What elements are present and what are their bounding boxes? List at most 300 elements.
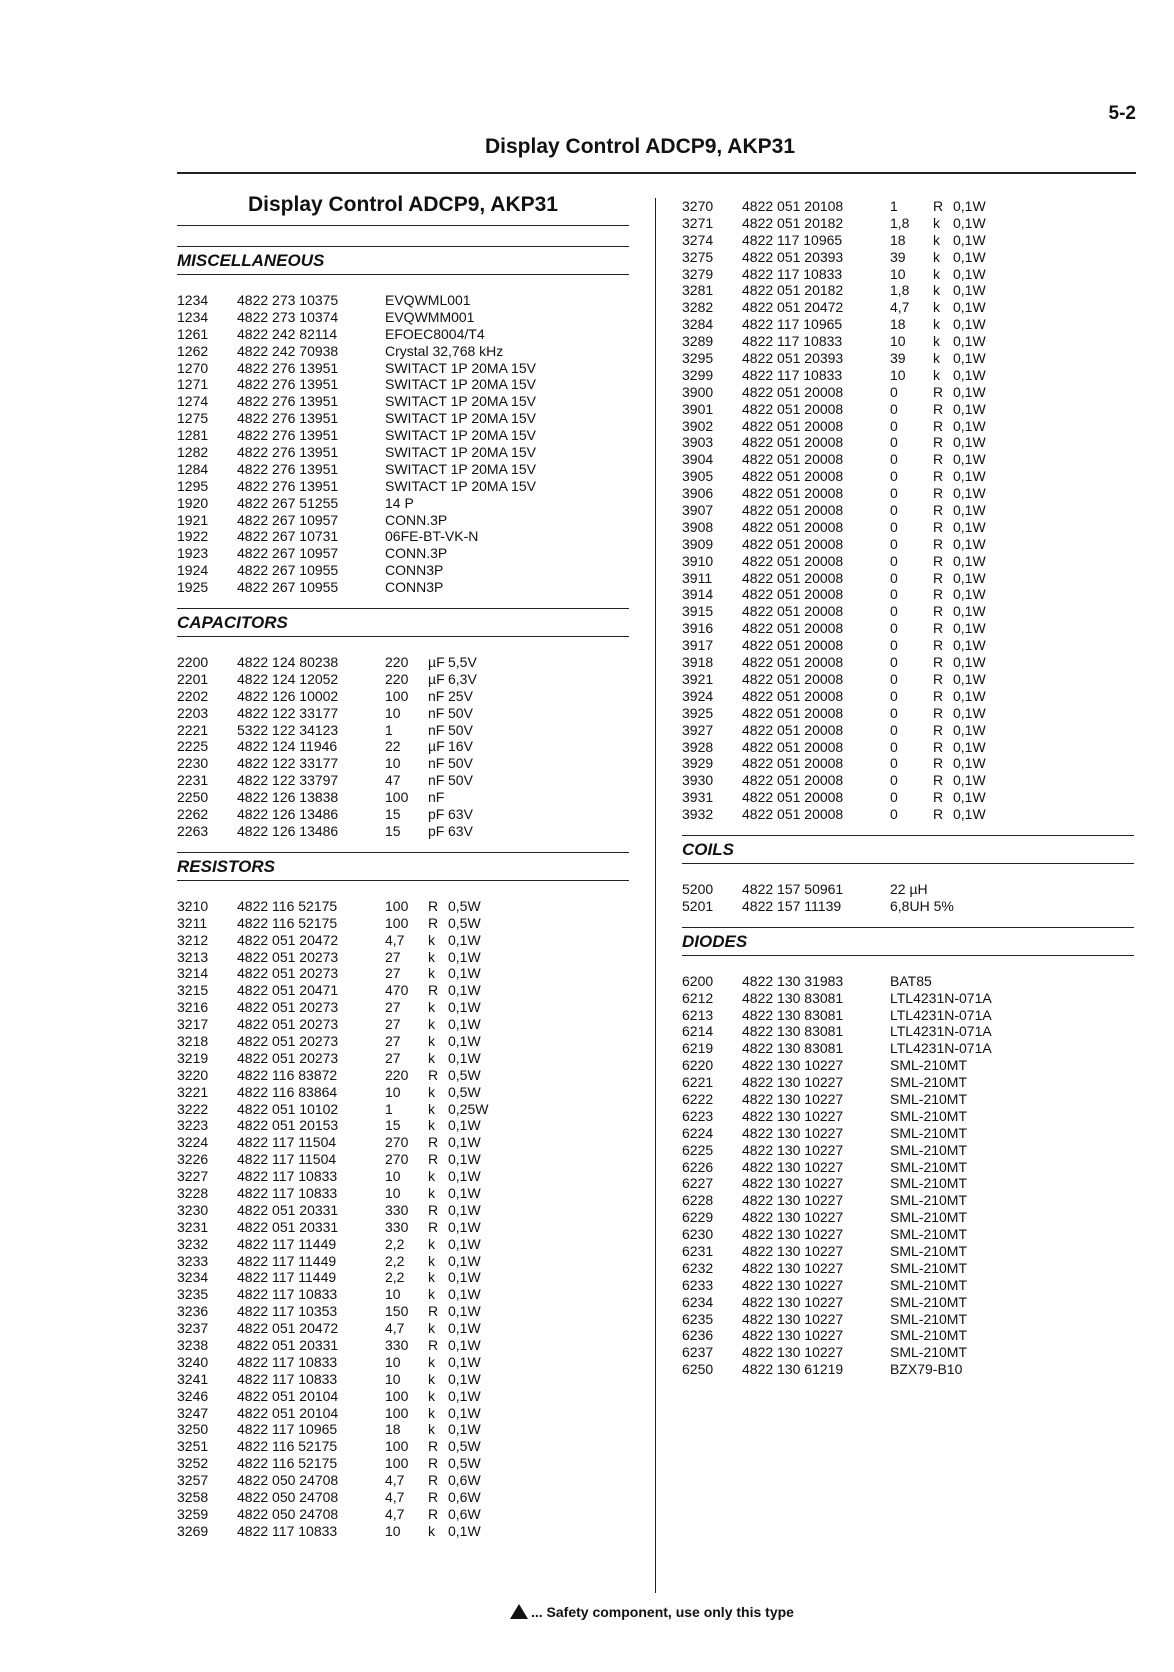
component-unit: k [428, 1016, 435, 1033]
parts-row [177, 309, 629, 326]
component-value: 100 [385, 1404, 409, 1421]
part-number: 4822 130 61219 [742, 1361, 844, 1378]
parts-row [177, 1185, 629, 1202]
part-number: 4822 051 20008 [742, 468, 844, 485]
component-unit: R [933, 569, 944, 586]
component-rating: 0,1W [953, 282, 986, 299]
part-number: 4822 122 33177 [237, 704, 339, 721]
part-number: 4822 267 10731 [237, 528, 339, 545]
component-description: 14 P [385, 494, 414, 511]
warning-triangle-icon [510, 1604, 528, 1619]
position-number: 2201 [177, 670, 209, 687]
position-number: 1274 [177, 393, 209, 410]
component-unit: R [933, 518, 944, 535]
part-number: 4822 130 10227 [742, 1107, 844, 1124]
component-description: SML-210MT [890, 1276, 968, 1293]
component-description: BZX79-B10 [890, 1361, 963, 1378]
parts-row [682, 232, 1134, 249]
component-rating: 0,1W [953, 772, 986, 789]
part-number: 4822 051 20008 [742, 755, 844, 772]
component-rating: 63V [448, 806, 473, 823]
component-description: LTL4231N-071A [890, 1006, 992, 1023]
parts-row [682, 1327, 1134, 1344]
parts-row [682, 1361, 1134, 1378]
column-title: Display Control ADCP9, AKP31 [177, 188, 629, 226]
component-rating: 0,1W [953, 654, 986, 671]
component-description: EVQWMM001 [385, 308, 475, 325]
component-value: 10 [385, 1168, 401, 1185]
parts-row [682, 1125, 1134, 1142]
component-value: 4,7 [385, 931, 405, 948]
position-number: 3230 [177, 1201, 209, 1218]
component-value: 15 [385, 822, 401, 839]
component-value: 270 [385, 1134, 409, 1151]
part-number: 4822 130 10227 [742, 1259, 844, 1276]
part-number: 4822 157 50961 [742, 880, 844, 897]
position-number: 6214 [682, 1023, 714, 1040]
part-number: 4822 242 82114 [237, 325, 338, 342]
component-value: 0 [890, 654, 898, 671]
position-number: 6229 [682, 1209, 714, 1226]
parts-row [177, 1320, 629, 1337]
right-sections [682, 198, 1134, 1378]
parts-row [177, 915, 629, 932]
component-description: Crystal 32,768 kHz [385, 342, 504, 359]
component-rating: 0,1W [448, 931, 481, 948]
position-number: 3915 [682, 603, 714, 620]
component-unit: k [428, 1235, 435, 1252]
component-unit: k [428, 1522, 435, 1539]
part-number: 4822 157 11139 [742, 897, 842, 914]
position-number: 3216 [177, 999, 209, 1016]
position-number: 2203 [177, 704, 209, 721]
parts-row [177, 512, 629, 529]
component-rating: 0,1W [953, 231, 986, 248]
component-value: 150 [385, 1303, 409, 1320]
component-rating: 5,5V [448, 654, 477, 671]
component-rating: 0,1W [953, 721, 986, 738]
component-description: LTL4231N-071A [890, 989, 992, 1006]
component-value: 18 [385, 1421, 401, 1438]
part-number: 4822 051 20472 [237, 931, 339, 948]
parts-row [177, 789, 629, 806]
parts-row [177, 326, 629, 343]
component-rating: 0,1W [448, 1286, 481, 1303]
component-value: 10 [890, 265, 906, 282]
parts-row [177, 292, 629, 309]
part-number: 4822 130 10227 [742, 1090, 844, 1107]
part-number: 4822 130 10227 [742, 1293, 844, 1310]
parts-row [177, 1236, 629, 1253]
component-value: 27 [385, 948, 401, 965]
component-value: 270 [385, 1151, 409, 1168]
parts-row [682, 671, 1134, 688]
position-number: 3924 [682, 687, 714, 704]
parts-row [682, 637, 1134, 654]
position-number: 3223 [177, 1117, 209, 1134]
component-unit: k [428, 1083, 435, 1100]
part-number: 4822 124 80238 [237, 654, 339, 671]
part-number: 4822 117 11449 [237, 1235, 337, 1252]
part-number: 4822 130 10227 [742, 1141, 844, 1158]
component-description: SML-210MT [890, 1310, 968, 1327]
position-number: 3240 [177, 1353, 209, 1370]
component-unit: k [428, 1252, 435, 1269]
component-value: 10 [385, 704, 401, 721]
parts-row [682, 553, 1134, 570]
section-heading: DIODES [682, 927, 1134, 956]
position-number: 3241 [177, 1370, 209, 1387]
component-unit: k [933, 333, 940, 350]
parts-row [682, 688, 1134, 705]
component-rating: 0,1W [448, 1252, 481, 1269]
parts-row [682, 451, 1134, 468]
part-number: 4822 051 20008 [742, 586, 844, 603]
component-value: 10 [385, 1286, 401, 1303]
position-number: 3233 [177, 1252, 209, 1269]
part-number: 4822 051 20393 [742, 350, 844, 367]
component-unit: k [933, 214, 940, 231]
component-rating: 0,6W [448, 1489, 481, 1505]
component-unit: k [428, 1421, 435, 1438]
component-rating: 0,1W [953, 400, 986, 417]
component-rating: 0,1W [448, 999, 481, 1016]
position-number: 3211 [177, 914, 208, 931]
parts-section [177, 852, 629, 1540]
component-value: 10 [385, 1083, 401, 1100]
position-number: 3215 [177, 982, 209, 999]
position-number: 3271 [682, 214, 714, 231]
footer-text: ... Safety component, use only this type [531, 1604, 794, 1620]
position-number: 3217 [177, 1016, 209, 1033]
component-rating: 0,1W [953, 789, 986, 806]
part-number: 4822 130 83081 [742, 1006, 844, 1023]
column-divider [655, 198, 656, 1593]
page-number: 5-2 [1108, 103, 1136, 124]
footer-note [510, 1604, 794, 1620]
position-number: 3902 [682, 417, 714, 434]
component-value: 0 [890, 620, 898, 637]
parts-row [682, 973, 1134, 990]
component-value: 0 [890, 687, 898, 704]
part-number: 4822 117 10833 [742, 265, 843, 282]
parts-row [177, 949, 629, 966]
component-unit: pF [428, 822, 445, 839]
parts-row [682, 215, 1134, 232]
component-value: 100 [385, 1387, 409, 1404]
component-value: 15 [385, 806, 401, 823]
component-rating: 0,1W [953, 383, 986, 400]
component-unit: R [428, 1066, 439, 1083]
parts-row [682, 316, 1134, 333]
parts-row [177, 1489, 629, 1506]
component-value: 10 [385, 1353, 401, 1370]
parts-row [682, 1344, 1134, 1361]
component-rating: 0,1W [448, 1168, 481, 1185]
component-rating: 0,1W [953, 468, 986, 485]
position-number: 6235 [682, 1310, 714, 1327]
component-unit: k [428, 931, 435, 948]
parts-row [682, 620, 1134, 637]
part-number: 4822 122 33177 [237, 755, 339, 772]
component-unit: R [933, 468, 944, 485]
component-description: SML-210MT [890, 1057, 968, 1074]
parts-row [682, 1277, 1134, 1294]
position-number: 3904 [682, 451, 714, 468]
position-number: 3929 [682, 755, 714, 772]
part-number: 4822 051 20008 [742, 789, 844, 806]
parts-row [682, 1192, 1134, 1209]
part-number: 4822 117 10833 [237, 1184, 338, 1201]
parts-row [177, 1472, 629, 1489]
position-number: 3221 [177, 1083, 209, 1100]
component-description: SML-210MT [890, 1293, 968, 1310]
position-number: 3289 [682, 333, 714, 350]
component-description: SML-210MT [890, 1226, 968, 1243]
parts-row [177, 1033, 629, 1050]
position-number: 6224 [682, 1124, 714, 1141]
component-value: 10 [385, 1184, 401, 1201]
part-number: 4822 051 20008 [742, 400, 844, 417]
position-number: 2262 [177, 806, 209, 823]
part-number: 4822 130 10227 [742, 1310, 844, 1327]
component-value: 4,7 [385, 1472, 405, 1489]
part-number: 4822 051 20182 [742, 282, 844, 299]
component-description: 6,8UH 5% [890, 897, 954, 914]
part-number: 4822 126 13838 [237, 789, 339, 806]
component-rating: 50V [448, 721, 473, 738]
position-number: 3220 [177, 1066, 209, 1083]
part-number: 4822 051 20008 [742, 772, 844, 789]
parts-row [177, 1506, 629, 1523]
component-rating: 0,1W [953, 518, 986, 535]
component-unit: pF [428, 806, 445, 823]
position-number: 1922 [177, 528, 209, 545]
part-number: 4822 051 20008 [742, 687, 844, 704]
title-rule [177, 172, 1136, 174]
position-number: 6237 [682, 1344, 714, 1361]
component-rating: 0,1W [448, 1016, 481, 1033]
component-rating: 0,25W [448, 1100, 489, 1117]
position-number: 6200 [682, 972, 714, 989]
component-rating: 0,1W [448, 1269, 481, 1286]
component-rating: 0,1W [953, 603, 986, 620]
position-number: 1284 [177, 460, 209, 477]
component-value: 220 [385, 670, 409, 687]
component-unit: k [428, 1100, 435, 1117]
part-number: 4822 051 20471 [237, 982, 339, 999]
component-rating: 0,1W [953, 569, 986, 586]
parts-row [682, 1159, 1134, 1176]
component-unit: k [933, 299, 940, 316]
component-value: 0 [890, 383, 898, 400]
position-number: 5201 [682, 897, 714, 914]
part-number: 4822 130 10227 [742, 1175, 844, 1192]
part-number: 4822 117 11504 [237, 1151, 337, 1168]
component-rating: 0,1W [448, 1184, 481, 1201]
position-number: 3257 [177, 1472, 209, 1489]
parts-row [682, 418, 1134, 435]
part-number: 4822 273 10374 [237, 308, 339, 325]
part-number: 4822 276 13951 [237, 410, 339, 427]
component-unit: R [933, 434, 944, 451]
part-number: 4822 130 10227 [742, 1276, 844, 1293]
component-value: 220 [385, 1066, 409, 1083]
component-description: BAT85 [890, 972, 932, 989]
parts-row [177, 1253, 629, 1270]
parts-row [682, 990, 1134, 1007]
component-rating: 0,1W [448, 1049, 481, 1066]
component-unit: R [933, 721, 944, 738]
part-number: 4822 051 20153 [237, 1117, 339, 1134]
component-unit: R [933, 620, 944, 637]
component-rating: 0,1W [953, 485, 986, 502]
position-number: 6223 [682, 1107, 714, 1124]
position-number: 3226 [177, 1151, 209, 1168]
component-value: 0 [890, 772, 898, 789]
parts-row [682, 739, 1134, 756]
position-number: 3213 [177, 948, 209, 965]
part-number: 4822 130 10227 [742, 1057, 844, 1074]
component-unit: nF [428, 789, 445, 806]
component-unit: k [933, 316, 940, 333]
parts-row [682, 570, 1134, 587]
parts-row [682, 299, 1134, 316]
part-number: 4822 124 11946 [237, 738, 338, 755]
parts-row [682, 249, 1134, 266]
position-number: 3275 [682, 248, 714, 265]
component-rating: 0,1W [953, 535, 986, 552]
component-value: 0 [890, 721, 898, 738]
part-number: 4822 276 13951 [237, 444, 339, 461]
component-description: SML-210MT [890, 1124, 968, 1141]
part-number: 4822 051 20008 [742, 738, 844, 755]
position-number: 2200 [177, 654, 209, 671]
component-unit: k [428, 1184, 435, 1201]
component-value: 2,2 [385, 1269, 405, 1286]
component-value: 0 [890, 535, 898, 552]
position-number: 3931 [682, 789, 714, 806]
component-value: 0 [890, 518, 898, 535]
parts-row [682, 1260, 1134, 1277]
position-number: 3908 [682, 518, 714, 535]
parts-row [177, 528, 629, 545]
parts-row [682, 1023, 1134, 1040]
part-number: 4822 051 20273 [237, 948, 339, 965]
component-value: 4,7 [385, 1489, 405, 1505]
page-title: Display Control ADCP9, AKP31 [485, 135, 796, 158]
component-description: SWITACT 1P 20MA 15V [385, 359, 536, 376]
position-number: 3921 [682, 670, 714, 687]
component-value: 100 [385, 687, 409, 704]
component-unit: R [428, 1218, 439, 1235]
parts-row [177, 898, 629, 915]
component-value: 0 [890, 485, 898, 502]
component-unit: k [428, 1404, 435, 1421]
component-value: 10 [385, 1522, 401, 1539]
parts-row [682, 536, 1134, 553]
part-number: 4822 051 20273 [237, 1032, 339, 1049]
component-unit: R [933, 400, 944, 417]
position-number: 3911 [682, 569, 713, 586]
position-number: 1924 [177, 562, 209, 579]
part-number: 4822 051 20008 [742, 485, 844, 502]
component-rating: 0,1W [953, 586, 986, 603]
component-unit: R [428, 914, 439, 931]
part-number: 4822 116 52175 [237, 914, 338, 931]
parts-row [682, 898, 1134, 915]
part-number: 4822 051 20331 [237, 1201, 339, 1218]
component-description: SML-210MT [890, 1209, 968, 1226]
component-unit: k [933, 350, 940, 367]
component-value: 22 [385, 738, 401, 755]
component-value: 0 [890, 468, 898, 485]
component-value: 2,2 [385, 1235, 405, 1252]
component-value: 10 [890, 366, 906, 383]
component-value: 10 [385, 1370, 401, 1387]
component-description: SML-210MT [890, 1090, 968, 1107]
position-number: 3234 [177, 1269, 209, 1286]
position-number: 2250 [177, 789, 209, 806]
parts-row [177, 1303, 629, 1320]
position-number: 3250 [177, 1421, 209, 1438]
component-description: CONN3P [385, 562, 444, 579]
parts-section [682, 835, 1134, 915]
parts-row [177, 1151, 629, 1168]
component-unit: R [933, 502, 944, 519]
component-unit: R [933, 535, 944, 552]
position-number: 3905 [682, 468, 714, 485]
position-number: 3279 [682, 265, 714, 282]
part-number: 4822 276 13951 [237, 393, 339, 410]
part-number: 4822 117 11504 [237, 1134, 337, 1151]
part-number: 4822 051 20008 [742, 518, 844, 535]
parts-row [682, 266, 1134, 283]
component-value: 15 [385, 1117, 401, 1134]
position-number: 6212 [682, 989, 714, 1006]
parts-row [682, 1007, 1134, 1024]
component-value: 100 [385, 1438, 409, 1455]
part-number: 4822 117 10833 [237, 1353, 338, 1370]
part-number: 4822 126 13486 [237, 822, 339, 839]
position-number: 1234 [177, 292, 209, 308]
parts-row [682, 603, 1134, 620]
position-number: 1234 [177, 308, 209, 325]
component-value: 0 [890, 417, 898, 434]
component-description: CONN.3P [385, 511, 448, 528]
component-rating: 0,1W [953, 316, 986, 333]
component-unit: R [428, 1134, 439, 1151]
component-value: 0 [890, 586, 898, 603]
component-value: 0 [890, 603, 898, 620]
part-number: 4822 116 52175 [237, 1455, 338, 1472]
component-unit: R [933, 451, 944, 468]
component-unit: R [933, 704, 944, 721]
parts-row [177, 562, 629, 579]
component-rating: 50V [448, 704, 473, 721]
position-number: 1921 [177, 511, 209, 528]
component-rating: 0,1W [953, 687, 986, 704]
component-unit: R [933, 755, 944, 772]
position-number: 1270 [177, 359, 209, 376]
parts-row [682, 722, 1134, 739]
part-number: 4822 130 83081 [742, 989, 844, 1006]
component-rating: 0,1W [953, 637, 986, 654]
parts-row [177, 1101, 629, 1118]
position-number: 2231 [177, 772, 209, 789]
parts-row [682, 654, 1134, 671]
component-value: 2,2 [385, 1252, 405, 1269]
